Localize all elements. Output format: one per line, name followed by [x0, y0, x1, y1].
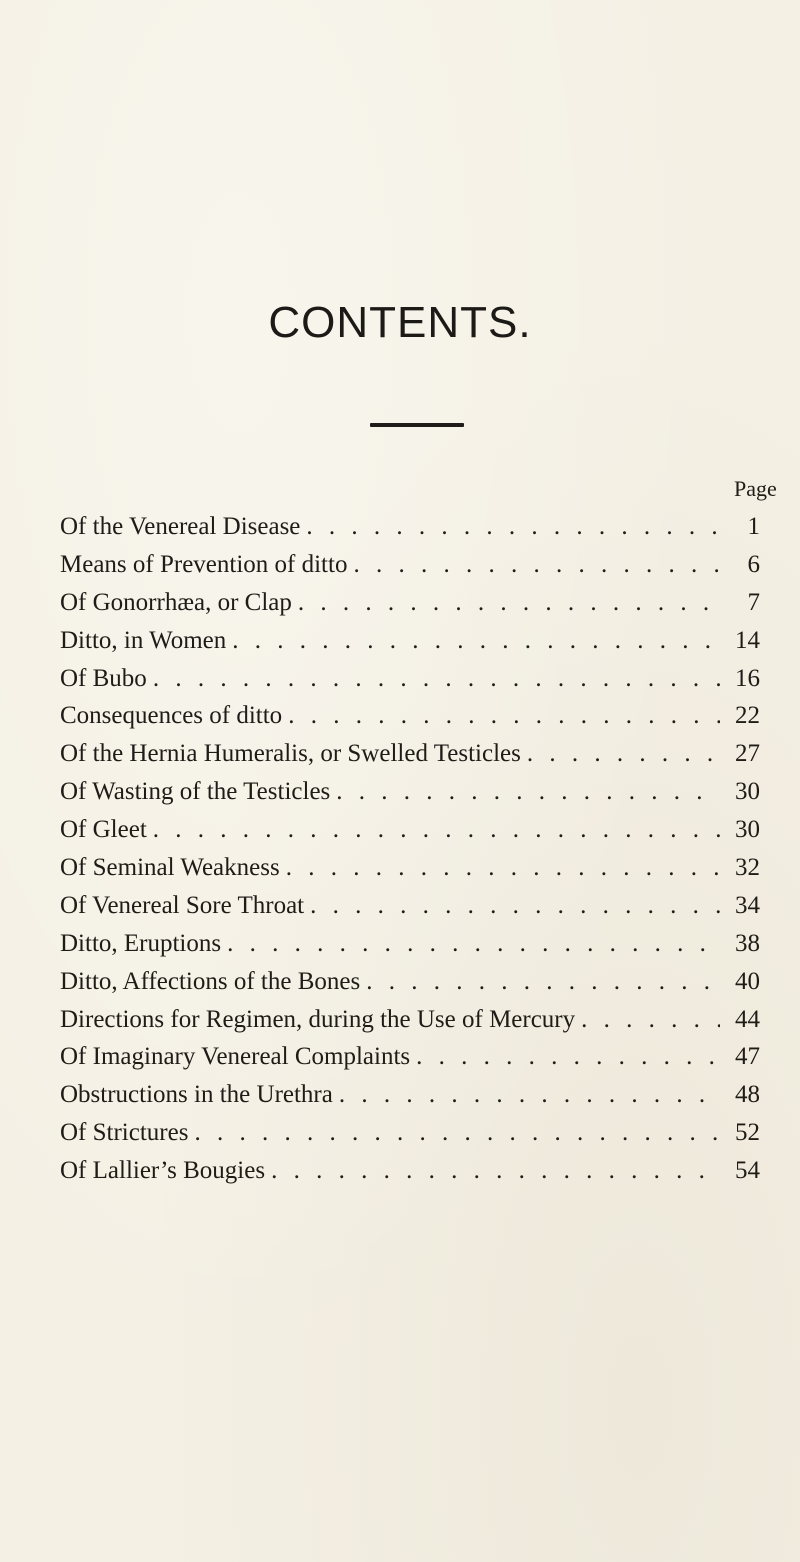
dot-leader [153, 811, 720, 849]
toc-entry [60, 697, 760, 735]
toc-entry-title: Of Strictures [60, 1119, 189, 1147]
toc-entry-page: 14 [735, 626, 760, 654]
toc-entry [60, 811, 760, 849]
toc-entry [60, 622, 760, 660]
toc-entry-title: Ditto, in Women [60, 626, 227, 654]
toc-entry-page: 48 [735, 1081, 760, 1109]
toc-entry [60, 735, 760, 773]
toc-entry [60, 887, 760, 925]
table-of-contents [60, 508, 760, 1190]
dot-leader [194, 1114, 720, 1152]
toc-entry-title: Of Seminal Weakness [60, 854, 280, 882]
title-divider [370, 423, 464, 427]
dot-leader [232, 622, 720, 660]
dot-leader [306, 508, 720, 546]
toc-entry-page: 54 [735, 1157, 760, 1185]
dot-leader [353, 546, 720, 584]
dot-leader [227, 925, 720, 963]
toc-entry-title: Of the Hernia Humeralis, or Swelled Testicles [60, 740, 521, 768]
toc-entry-title: Of Imaginary Venereal Complaints [60, 1043, 411, 1071]
toc-entry-page: 30 [735, 778, 760, 806]
dot-leader [288, 697, 720, 735]
dot-leader [336, 773, 720, 811]
toc-entry-page: 38 [735, 929, 760, 957]
dot-leader [339, 1076, 720, 1114]
dot-leader [271, 1152, 720, 1190]
toc-entry-page: 32 [735, 854, 760, 882]
toc-entry [60, 1114, 760, 1152]
dot-leader [416, 1038, 720, 1076]
toc-entry-title: Ditto, Affections of the Bones [60, 967, 361, 995]
toc-entry-page: 7 [747, 588, 760, 616]
dot-leader [581, 1001, 720, 1039]
toc-entry [60, 1038, 760, 1076]
toc-entry-page: 22 [735, 702, 760, 730]
toc-entry [60, 584, 760, 622]
toc-entry [60, 660, 760, 698]
page-title: CONTENTS. [268, 298, 532, 347]
toc-entry [60, 1001, 760, 1039]
page-column-label: Page [734, 476, 777, 501]
toc-entry-title: Ditto, Eruptions [60, 929, 222, 957]
toc-entry-title: Of the Venereal Disease [60, 513, 301, 540]
toc-entry-title: Of Gleet [60, 816, 147, 844]
toc-entry-title: Means of Prevention of ditto [60, 550, 348, 578]
toc-entry [60, 849, 760, 887]
toc-entry [60, 508, 760, 546]
dot-leader [366, 963, 720, 1001]
toc-entry-title: Of Wasting of the Testicles [60, 778, 331, 806]
toc-entry [60, 1076, 760, 1114]
toc-entry-page: 40 [735, 967, 760, 995]
toc-entry-page: 16 [735, 664, 760, 692]
toc-entry-title: Of Gonorrhæa, or Clap [60, 588, 292, 616]
toc-entry [60, 773, 760, 811]
toc-entry-page: 27 [735, 740, 760, 768]
toc-entry-title: Of Venereal Sore Throat [60, 891, 305, 919]
dot-leader [310, 887, 720, 925]
toc-entry-page: 44 [735, 1005, 760, 1033]
toc-entry [60, 546, 760, 584]
dot-leader [298, 584, 720, 622]
dot-leader [286, 849, 720, 887]
toc-entry-title: Obstructions in the Urethra [60, 1081, 333, 1109]
toc-entry [60, 963, 760, 1001]
toc-entry-title: Of Bubo [60, 664, 147, 692]
toc-entry-page: 6 [747, 550, 760, 578]
toc-entry-page: 34 [735, 891, 760, 919]
toc-entry-title: Consequences of ditto [60, 702, 283, 730]
toc-entry-title: Of Lallier’s Bougies [60, 1157, 266, 1185]
dot-leader [527, 735, 720, 773]
toc-entry [60, 1152, 760, 1190]
toc-entry-page: 30 [735, 816, 760, 844]
toc-entry-page: 47 [735, 1043, 760, 1071]
toc-entry-title: Directions for Regimen, during the Use of Mercury [60, 1005, 576, 1033]
dot-leader [153, 660, 720, 698]
toc-entry-page: 1 [747, 513, 760, 540]
toc-entry [60, 925, 760, 963]
toc-entry-page: 52 [735, 1119, 760, 1147]
